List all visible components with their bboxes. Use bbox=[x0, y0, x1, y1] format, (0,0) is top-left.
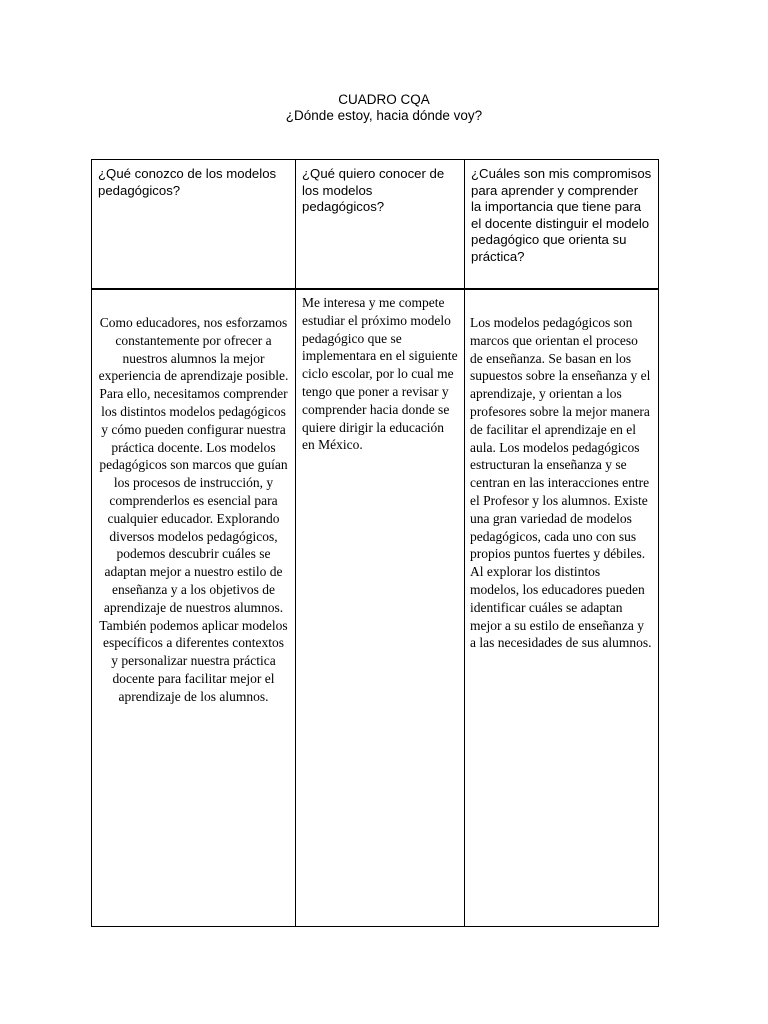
table-body-row bbox=[92, 289, 659, 927]
table-header-row bbox=[92, 160, 659, 290]
body-cell-want bbox=[296, 289, 465, 927]
header-text-want: ¿Qué quiero conocer de los modelos pedagógicos? bbox=[302, 166, 445, 215]
header-text-commitments: ¿Cuáles son mis compromisos para aprender y comprender la importancia que tiene para el docente distinguir el modelo pedagógico que orienta su práctica? bbox=[471, 166, 652, 264]
body-cell-know bbox=[92, 289, 296, 927]
body-text-know: Como educadores, nos esforzamos constantemente por ofrecer a nuestros alumnos la mejor experiencia de aprendizaje posible. Para ello, necesitamos comprender los distintos modelos pedagógicos y cómo pueden configurar nuestra práctica docente. Los modelos pedagógicos son marcos que guían los procesos de instrucción, y comprenderlos es esencial para cualquier educador. Explorando diversos modelos pedagógicos, podemos descubrir cuáles se adaptan mejor a nuestro estilo de enseñanza y a los objetivos de aprendizaje de nuestros alumnos. También podemos aplicar modelos específicos a diferentes contextos y personalizar nuestra práctica docente para facilitar mejor el aprendizaje de los alumnos. bbox=[98, 315, 289, 704]
body-text-commitments: Los modelos pedagógicos son marcos que orientan el proceso de enseñanza. Se basan en los supuestos sobre la enseñanza y el aprendizaje, y orientan a los profesores sobre la mejor manera de facilitar el aprendizaje en el aula. Los modelos pedagógicos estructuran la enseñanza y se centran en las interacciones entre el Profesor y los alumnos. Existe una gran variedad de modelos pedagógicos, cada uno con sus propios puntos fuertes y débiles. Al explorar los distintos modelos, los educadores pueden identificar cuáles se adaptan mejor a su estilo de enseñanza y a las necesidades de sus alumnos. bbox=[470, 315, 652, 651]
document-header bbox=[0, 92, 768, 124]
document-subtitle: ¿Dónde estoy, hacia dónde voy? bbox=[285, 108, 483, 123]
header-cell-know bbox=[92, 160, 296, 290]
header-cell-commitments bbox=[465, 160, 659, 290]
body-text-want: Me interesa y me compete estudiar el próximo modelo pedagógico que se implementara en el siguiente ciclo escolar, por lo cual me tengo que poner a revisar y comprender hacia donde se quiere dirigir la educación en México. bbox=[302, 295, 458, 453]
header-cell-want bbox=[296, 160, 465, 290]
cqa-table bbox=[91, 159, 659, 927]
document-title: CUADRO CQA bbox=[338, 92, 430, 107]
body-cell-commitments bbox=[465, 289, 659, 927]
header-text-know: ¿Qué conozco de los modelos pedagógicos? bbox=[98, 166, 277, 198]
